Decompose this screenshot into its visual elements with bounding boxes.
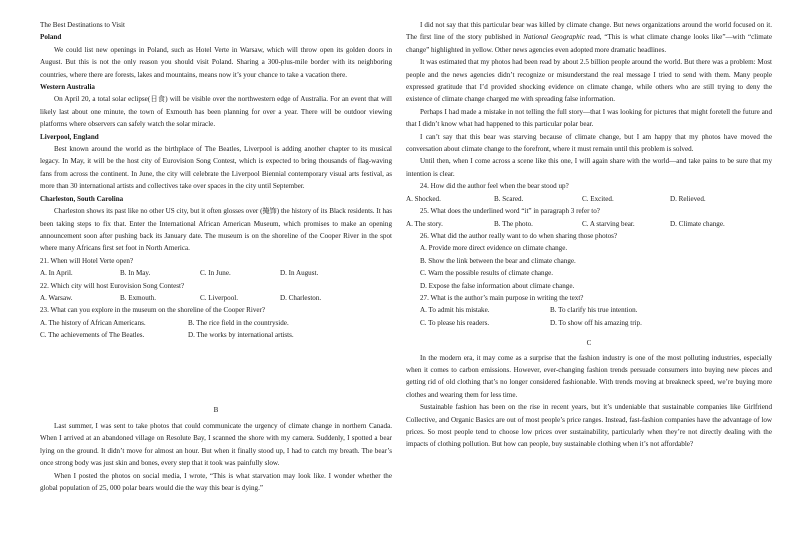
option-b[interactable]: B. In May.	[120, 269, 151, 278]
section-b-letter: B	[213, 405, 219, 414]
option-d[interactable]: D. The works by international artists.	[188, 331, 294, 340]
poland-paragraph: We could list new openings in Poland, such as Hotel Verte in Warsaw, which will throw open its golden doors in August. But this is not the only reason you should visit Poland. Sharing a 300-plus-mile border with its neighboring countries, where there are forests, lakes and mountains, means now it’s your chance to take a vacation there.	[40, 45, 392, 79]
charleston-heading: Charleston, South Carolina	[40, 194, 124, 203]
option-b[interactable]: B. Show the link between the bear and climate change.	[420, 256, 576, 265]
option-a[interactable]: A. The story.	[406, 219, 443, 228]
section-b-paragraph-3: I did not say that this particular bear was killed by climate change. But news organizations around the world focused on it. The first line of the story published in National Geographic read, “This is what climate change looks like”—with “climate change” highlighted in yellow. Other news agencies even adopted more dramatic headlines.	[406, 21, 772, 54]
question-23-options-row1	[40, 317, 392, 329]
question-25-options	[406, 218, 772, 230]
option-c[interactable]: C. A starving bear.	[582, 219, 635, 228]
question-22: 22. Which city will host Eurovision Song Contest?	[40, 281, 185, 290]
section-b-paragraph-2: When I posted the photos on social media, I wrote, “This is what starvation may look like. I wonder whether the global population of 25, 000 polar bears would die the way this bear is dying.”	[40, 471, 392, 492]
section-b-paragraph-6: I can’t say that this bear was starving because of climate change, but I am happy that my photos have moved the conversation about climate change to the forefront, where it must remain until this problem is solved.	[406, 132, 772, 154]
option-d[interactable]: D. Relieved.	[670, 194, 706, 203]
option-d[interactable]: D. Charleston.	[280, 293, 322, 302]
option-c[interactable]: C. To please his readers.	[420, 318, 490, 327]
right-column	[406, 19, 772, 451]
question-24: 24. How did the author feel when the bear stood up?	[420, 182, 569, 191]
option-a[interactable]: A. To admit his mistake.	[420, 306, 490, 315]
liverpool-heading: Liverpool, England	[40, 132, 99, 141]
section-b-paragraph-4: It was estimated that my photos had been read by about 2.5 billion people around the world. But there was a problem: Most people and the news agencies didn’t recognize or misunderstand the real message I tried to send with them. Many people expressed gratitude that I’d provided shocking evidence on climate change, while others who are still trying to deny the existence of climate change charged me with spreading false information.	[406, 58, 772, 104]
option-d[interactable]: D. Expose the false information about climate change.	[420, 281, 575, 290]
question-23-options-row2	[40, 329, 392, 341]
section-b-paragraph-5: Perhaps I had made a mistake in not telling the full story—that I was looking for pictures that might foretell the future and that I didn’t know what had happened to this particular polar bear.	[406, 107, 772, 129]
option-b[interactable]: B. The photo.	[494, 219, 533, 228]
option-c[interactable]: C. The achievements of The Beatles.	[40, 331, 145, 340]
option-b[interactable]: B. Scared.	[494, 194, 524, 203]
option-c[interactable]: C. In June.	[200, 269, 231, 278]
option-c[interactable]: C. Excited.	[582, 194, 614, 203]
option-a[interactable]: A. Warsaw.	[40, 293, 73, 302]
poland-heading: Poland	[40, 33, 62, 42]
question-24-options	[406, 193, 772, 205]
question-27-options-row2	[406, 317, 772, 329]
question-21: 21. When will Hotel Verte open?	[40, 256, 134, 265]
publication-name: National Geographic	[523, 33, 585, 42]
question-27-options-row1	[406, 304, 772, 316]
section-b-paragraph-1: Last summer, I was sent to take photos that could communicate the urgency of climate change in northern Canada. When I arrived at an abandoned village on Resolute Bay, I scanned the shore with my camera. Suddenly, I spotted a bear lying on the ground. It didn’t move for almost an hour. But when it finally stood up, I had to catch my breath. The bear’s once strong body was just skin and bones, every step that it took was painfully slow.	[40, 421, 392, 468]
question-25: 25. What does the underlined word “it” in paragraph 3 refer to?	[420, 207, 600, 216]
question-27: 27. What is the author’s main purpose in writing the text?	[420, 293, 584, 302]
option-d[interactable]: D. Climate change.	[670, 219, 725, 228]
option-a[interactable]: A. Shocked.	[406, 194, 441, 203]
section-c-letter: C	[586, 339, 592, 348]
liverpool-paragraph: Best known around the world as the birthplace of The Beatles, Liverpool is adding another chapter to its musical legacy. In May, it will be the host city of Eurovision Song Contest, which is expected to bring thousands of flag-waving fans from across the continent. In June, the city will celebrate the Liverpool Biennial contemporary visual arts festival, as more than 30 international artists and collectives take over spaces in the city until September.	[40, 145, 392, 191]
charleston-paragraph: Charleston shows its past like no other US city, but it often glosses over (掩饰) the history of its Black residents. It has been taking steps to fix that. Enter the International African American Museum, which promises to make an opening announcement soon after pushing back its January date. The museum is on the shoreline of the Cooper River in the spot where many Africans first set foot in North America.	[40, 207, 392, 253]
question-22-options	[40, 292, 392, 304]
option-a[interactable]: A. The history of African Americans.	[40, 318, 146, 327]
option-a[interactable]: A. In April.	[40, 269, 73, 278]
section-c-paragraph-2: Sustainable fashion has been on the rise in recent years, but it’s undeniable that sustainable companies like Girlfriend Collective, and Organic Basics are out of most people’s price ranges. Instead, fast-fashion companies have the advantage of low prices. So most people tend to choose low prices over sustainability, particularly when they’re not directly dealing with the impacts of clothing pollution. But how can people, buy sustainable clothing when it’s not affordable?	[406, 403, 772, 449]
option-b[interactable]: B. To clarify his true intention.	[550, 306, 638, 315]
western-australia-heading: Western Australia	[40, 83, 95, 92]
option-a[interactable]: A. Provide more direct evidence on climate change.	[420, 244, 568, 253]
option-c[interactable]: C. Liverpool.	[200, 293, 239, 302]
passage-title: The Best Destinations to Visit	[40, 21, 125, 29]
option-b[interactable]: B. Exmouth.	[120, 293, 157, 302]
section-c-paragraph-1: In the modern era, it may come as a surprise that the fashion industry is one of the most polluting industries, especially when it comes to carbon emissions. However, ever-changing fashion trends persuade consumers into buying new pieces and getting rid of old clothing that’s no longer considered fashionable. With trends moving at breakneck speed, we’re buying more clothes and wearing them for less time.	[406, 353, 772, 399]
western-australia-paragraph: On April 20, a total solar eclipse(日食) will be visible over the northwestern edge of Australia. For an event that will likely last about one minute, the town of Exmouth has been planning for over a year. There will be outdoor viewing platforms where observers can safely watch the solar miracle.	[40, 95, 392, 129]
question-23: 23. What can you explore in the museum on the shoreline of the Cooper River?	[40, 306, 266, 315]
question-21-options	[40, 267, 392, 279]
question-26: 26. What did the author really want to do when sharing those photos?	[420, 231, 618, 240]
section-b-paragraph-7: Until then, when I come across a scene like this one, I will again share with the world—and take pains to be sure that my intention is clear.	[406, 157, 772, 178]
option-d[interactable]: D. To show off his amazing trip.	[550, 318, 642, 327]
option-c[interactable]: C. Warn the possible results of climate change.	[420, 269, 554, 278]
left-column	[40, 19, 392, 494]
option-b[interactable]: B. The rice field in the countryside.	[188, 318, 289, 327]
option-d[interactable]: D. In August.	[280, 269, 319, 278]
